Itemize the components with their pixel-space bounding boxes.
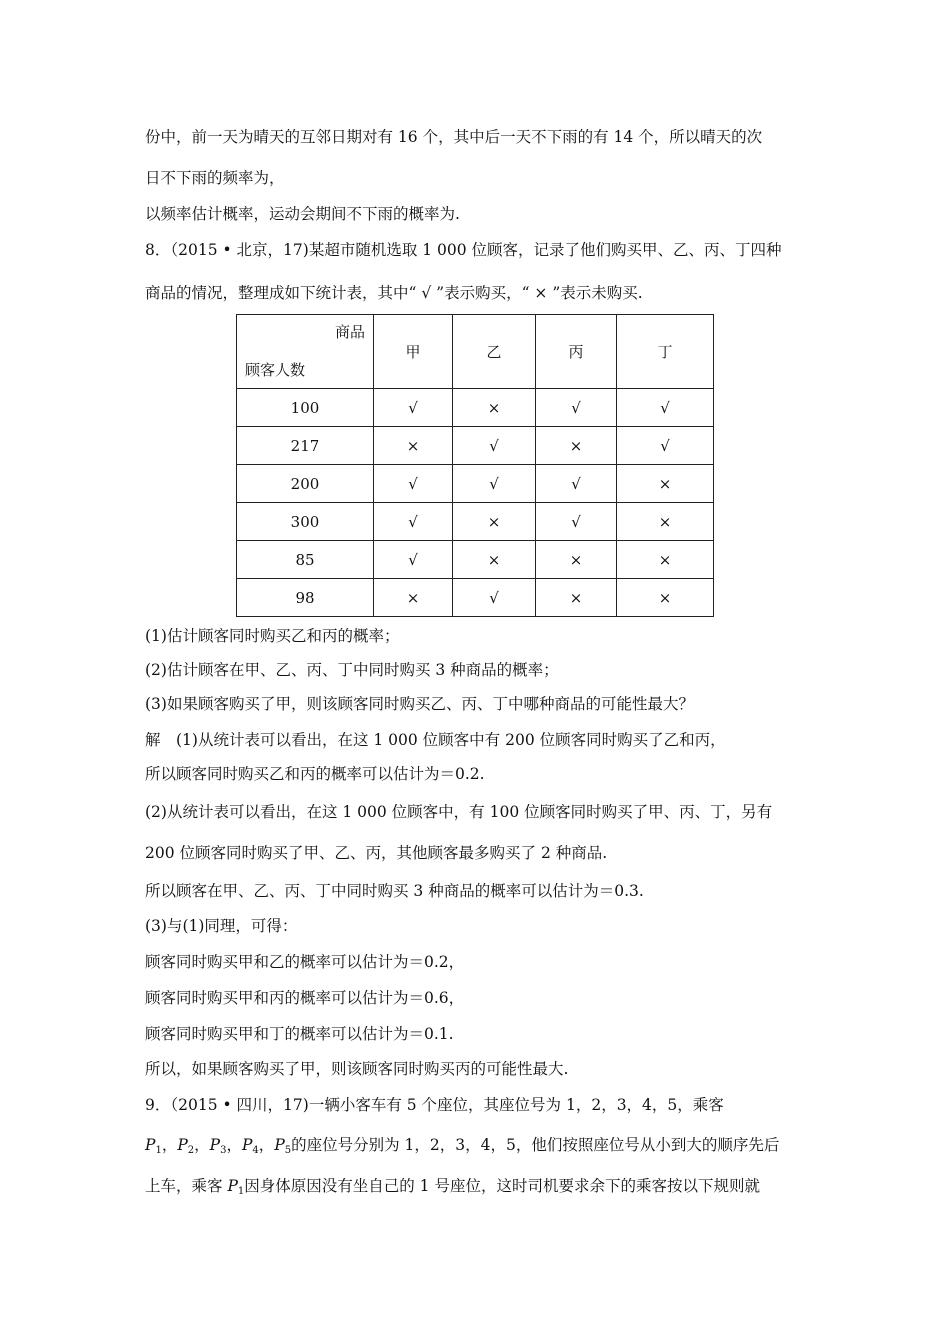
mark-cell: √ [453,579,536,617]
passenger-letter: P [241,1136,253,1154]
mark-cell: × [536,579,617,617]
passenger-subscript: 2 [187,1145,195,1156]
passenger-subscript: 5 [284,1145,292,1156]
mark-cell: × [617,541,714,579]
solution-line-2: 所以顾客同时购买乙和丙的概率可以估计为＝0.2. [145,765,485,783]
table-row [237,465,714,503]
mark-cell: × [617,579,714,617]
table-row [237,579,714,617]
mark-cell: √ [617,389,714,427]
problem-9-line-2 [145,1135,779,1161]
mark-cell: √ [374,541,453,579]
passenger-subscript: 1 [237,1186,245,1197]
passenger-letter: P [177,1136,188,1154]
mark-cell: √ [617,427,714,465]
mark-cell: × [536,541,617,579]
mark-cell: × [617,503,714,541]
mark-cell: × [453,503,536,541]
text-line-1: 份中，前一天为晴天的互邻日期对有 16 个，其中后一天不下雨的有 14 个，所以晴天的次 [145,128,763,146]
problem-8-line-1: 8．（2015 • 北京，17)某超市随机选取 1 000 位顾客，记录了他们购买甲、乙、丙、丁四种 [145,241,782,259]
solution-line-1: 解 (1)从统计表可以看出，在这 1 000 位顾客中有 200 位顾客同时购买了乙和丙， [145,731,726,749]
mark-cell: × [374,579,453,617]
customer-count-cell: 200 [237,465,374,503]
separator: ， [258,1136,275,1154]
problem-8-line-2: 商品的情况，整理成如下统计表，其中“ √ ”表示购买，“ × ”表示未购买. [145,284,643,302]
mark-cell: √ [374,389,453,427]
mark-cell: × [453,541,536,579]
text-line-3: 以频率估计概率，运动会期间不下雨的概率为. [145,205,460,223]
customer-count-cell: 100 [237,389,374,427]
purchase-statistics-table [236,314,714,617]
table-row [237,541,714,579]
passenger-subscript: 1 [155,1145,162,1156]
passenger-letter: P [227,1177,238,1195]
passenger-letter: P [209,1136,221,1154]
mark-cell: × [536,427,617,465]
table-row [237,389,714,427]
header-goods-label: 商品 [334,323,365,341]
customer-count-cell: 217 [237,427,374,465]
passenger-letter: P [145,1136,156,1154]
mark-cell: √ [374,465,453,503]
header-good: 乙 [453,315,536,389]
customer-count-cell: 300 [237,503,374,541]
question-1: (1)估计顾客同时购买乙和丙的概率； [145,627,400,645]
mark-cell: √ [453,427,536,465]
header-good: 甲 [374,315,453,389]
problem-9-line-3-end: 因身体原因没有坐自己的 1 号座位，这时司机要求余下的乘客按以下规则就 [244,1177,760,1195]
mark-cell: √ [536,503,617,541]
problem-9-line-1: 9．（2015 • 四川，17)一辆小客车有 5 个座位，其座位号为 1，2，3，4，5，乘客 [145,1096,724,1114]
table-header-row [237,315,714,389]
mark-cell: × [617,465,714,503]
separator: ， [161,1136,178,1154]
solution-line-5: 所以顾客在甲、乙、丙、丁中同时购买 3 种商品的概率可以估计为＝0.3. [145,882,644,900]
solution-line-3: (2)从统计表可以看出，在这 1 000 位顾客中，有 100 位顾客同时购买了甲、丙、丁，另有 [145,803,773,821]
mark-cell: √ [453,465,536,503]
header-customers-label: 顾客人数 [245,361,306,379]
customer-count-cell: 85 [237,541,374,579]
solution-line-9: 顾客同时购买甲和丁的概率可以估计为＝0.1. [145,1025,454,1043]
table-row [237,503,714,541]
table-diagonal-header [237,315,374,389]
passenger-subscript: 3 [220,1145,227,1156]
question-2: (2)估计顾客在甲、乙、丙、丁中同时购买 3 种商品的概率； [145,661,559,679]
solution-conclusion: 所以，如果顾客购买了甲，则该顾客同时购买丙的可能性最大. [145,1060,569,1078]
problem-9-line-3 [145,1176,760,1202]
mark-cell: √ [536,465,617,503]
text-line-2: 日不下雨的频率为， [145,169,285,187]
problem-9-line-3-start: 上车，乘客 [145,1177,228,1195]
solution-line-4: 200 位顾客同时购买了甲、乙、丙，其他顾客最多购买了 2 种商品. [145,844,608,862]
header-good: 丙 [536,315,617,389]
passenger-letter: P [274,1136,285,1154]
mark-cell: × [374,427,453,465]
solution-line-7: 顾客同时购买甲和乙的概率可以估计为＝0.2， [145,953,465,971]
question-3: (3)如果顾客购买了甲，则该顾客同时购买乙、丙、丁中哪种商品的可能性最大？ [145,695,694,713]
separator: ， [194,1136,210,1154]
solution-line-6: (3)与(1)同理，可得： [145,917,298,935]
header-good: 丁 [617,315,714,389]
solution-line-8: 顾客同时购买甲和丙的概率可以估计为＝0.6， [145,989,465,1007]
mark-cell: × [453,389,536,427]
customer-count-cell: 98 [237,579,374,617]
problem-9-line-2-text: 的座位号分别为 1，2，3，4，5，他们按照座位号从小到大的顺序先后 [291,1136,780,1154]
separator: ， [226,1136,242,1154]
table-row [237,427,714,465]
mark-cell: √ [374,503,453,541]
passenger-subscript: 4 [252,1145,259,1156]
mark-cell: √ [536,389,617,427]
